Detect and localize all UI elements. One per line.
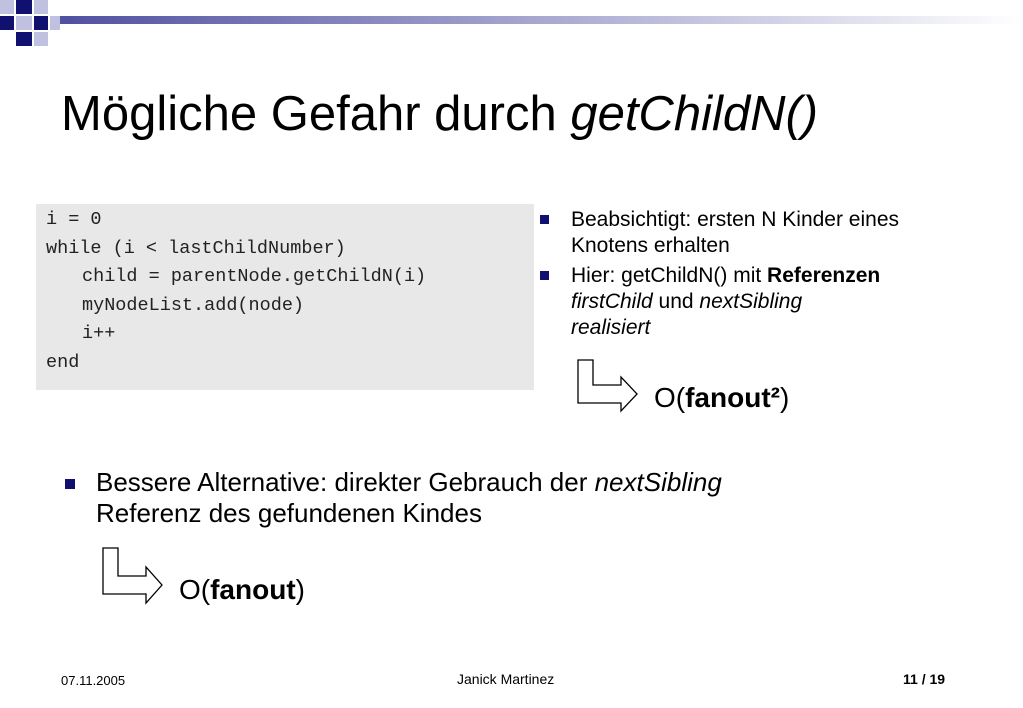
bullet-italic-term: nextSibling [594,467,722,497]
code-line: child = parentNode.getChildN(i) [82,266,427,287]
bullet-italic-term: firstChild [571,290,653,313]
square-bullet-icon [540,215,549,224]
bullet-text: und [652,290,700,313]
slide-title-main: Mögliche Gefahr durch [61,87,571,141]
bullet-alternative [62,467,942,529]
slide-title [61,88,818,142]
square-bullet-icon [540,271,549,280]
page-number: 11 / 19 [903,671,946,687]
square-bullet-icon [65,479,75,489]
complexity-label: O(fanout²) [654,382,790,413]
bullet-italic-term: nextSibling [699,290,803,313]
code-line: i++ [82,323,116,344]
complexity-label: O(fanout) [179,574,305,605]
header-gradient-bar [58,16,1023,24]
footer-date: 07.11.2005 [61,673,126,688]
bullet-intention [537,207,977,259]
bullet-references [537,263,977,341]
footer-author: Janick Martinez [457,671,555,687]
right-bullet-list [537,207,977,345]
code-line: i = 0 [46,209,102,230]
bullet-bold-term: Referenzen [767,264,881,287]
bottom-bullet-list [62,467,942,529]
bullet-text: Referenz des gefundenen Kindes [96,498,482,528]
code-line: myNodeList.add(node) [82,294,305,316]
pseudocode-box [36,204,534,390]
bullet-text: Beabsichtigt: ersten N Kinder eines Knotens erhalten [571,208,900,257]
code-line: end [46,351,80,373]
bullet-text: Bessere Alternative: direkter Gebrauch der [96,467,595,497]
slide-title-function: getChildN() [570,87,819,141]
code-line: while (i < lastChildNumber) [46,237,346,259]
header-decoration [0,0,1023,60]
bullet-text: Hier: getChildN() mit [571,264,768,287]
implies-arrow-icon [101,546,165,608]
implies-arrow-icon [576,358,640,416]
bullet-italic-term: realisiert [571,316,651,339]
